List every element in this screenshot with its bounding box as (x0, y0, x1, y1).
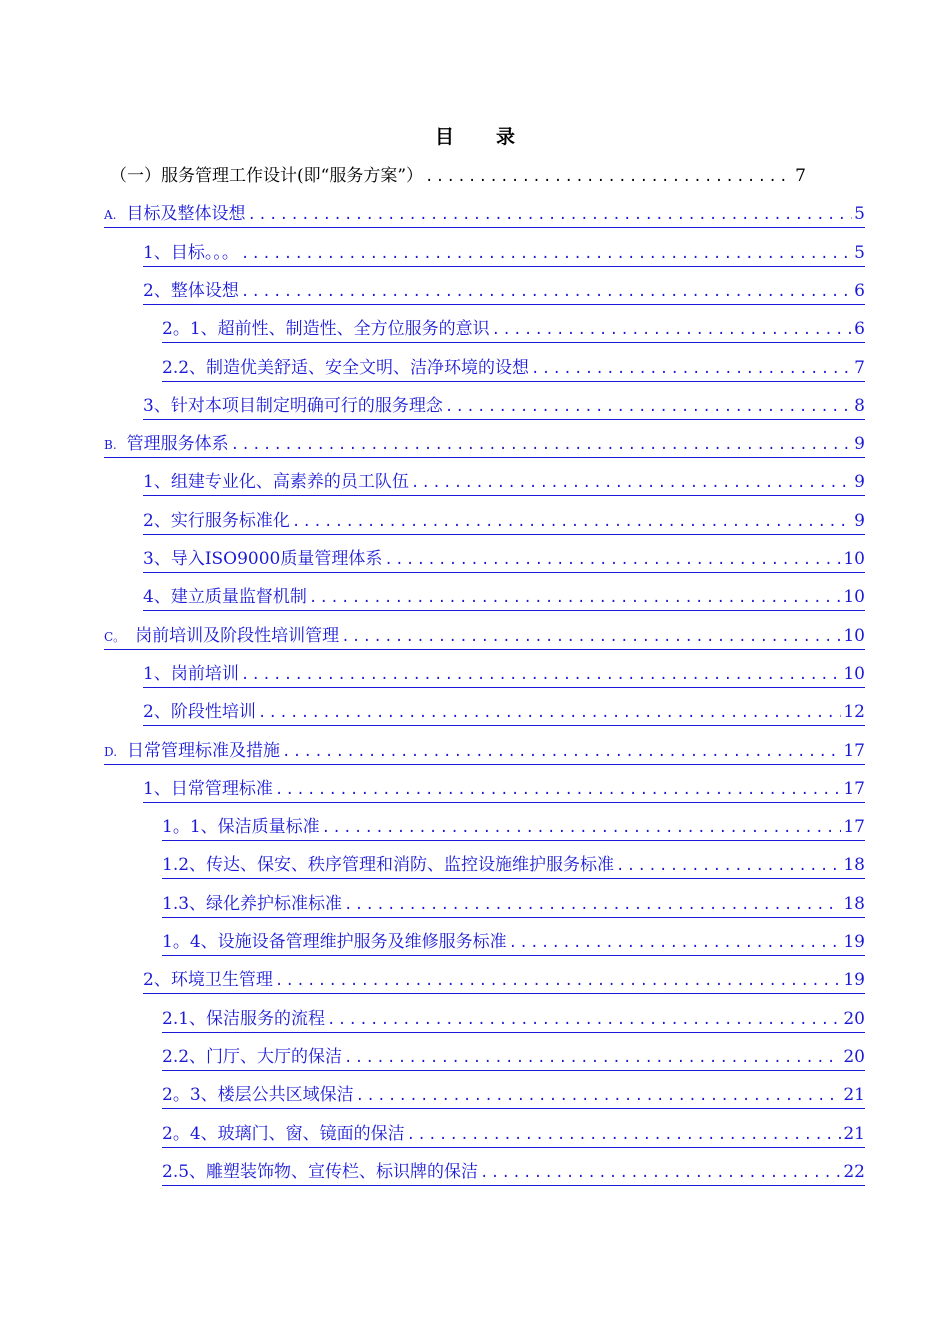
toc-entry-label (104, 738, 280, 765)
dot-leader (327, 1007, 841, 1033)
toc-entry-label (162, 1044, 342, 1070)
dot-leader (509, 930, 842, 956)
toc-entry-page-number: 21 (843, 1123, 865, 1144)
toc-entry-label (104, 201, 245, 228)
toc-title-left: 目 (434, 126, 454, 148)
toc-entry-page-number: 5 (854, 242, 865, 263)
toc-entry-link[interactable] (162, 852, 865, 879)
dot-leader (275, 968, 842, 994)
toc-entry-page-number: 8 (854, 395, 865, 416)
toc-entry-link[interactable] (104, 431, 865, 458)
toc-entry-link[interactable] (162, 1159, 865, 1186)
toc-entry-text: 2、实行服务标准化 (143, 510, 290, 531)
toc-entry-label (104, 623, 339, 650)
toc-entry-text: 3、针对本项目制定明确可行的服务理念 (143, 395, 443, 416)
dot-leader (616, 853, 841, 879)
toc-entry-prefix: C。 (104, 629, 126, 644)
toc-entry-link[interactable] (162, 929, 865, 956)
toc-entry-text: 管理服务体系 (126, 434, 229, 455)
toc-entry-prefix: D. (104, 744, 118, 759)
toc-entry-label (162, 1159, 478, 1185)
toc-entry-link[interactable] (162, 891, 865, 918)
dot-leader (384, 547, 841, 573)
dot-leader (411, 470, 852, 496)
dot-leader (231, 432, 853, 458)
toc-entry-link[interactable] (143, 546, 865, 573)
toc-entry-text: 2。3、楼层公共区域保洁 (162, 1085, 354, 1106)
toc-entry-link[interactable] (162, 1082, 865, 1109)
dot-leader (322, 815, 842, 841)
toc-entry-prefix: B. (104, 438, 117, 453)
toc-entry-page-number: 10 (843, 625, 865, 646)
toc-entry-page-number: 17 (843, 778, 865, 799)
toc-entry (110, 163, 806, 189)
toc-entry-page-number: 17 (843, 817, 865, 838)
toc-entry-link[interactable] (162, 1044, 865, 1071)
toc-entry-text: 2.1、保洁服务的流程 (162, 1008, 326, 1029)
toc-entry-label (143, 393, 443, 419)
toc-entry-text: 1、组建专业化、高素养的员工队伍 (143, 472, 409, 493)
toc-entry-text: 岗前培训及阶段性培训管理 (135, 625, 340, 646)
dot-leader (344, 892, 841, 918)
toc-entry-text: 1、日常管理标准 (143, 778, 273, 799)
toc-entry-text: 2、阶段性培训 (143, 702, 256, 723)
toc-entry-link[interactable] (162, 1006, 865, 1033)
toc-entry-link[interactable] (104, 738, 865, 765)
toc-entry-text: 2。4、玻璃门、窗、镜面的保洁 (162, 1123, 405, 1144)
toc-entry-label (162, 355, 529, 381)
toc-entry-page-number: 7 (854, 357, 865, 378)
toc-entry-label (162, 1006, 325, 1032)
toc-entry-link[interactable] (162, 316, 865, 343)
toc-entry-label (162, 852, 614, 878)
toc-entry-page-number: 17 (843, 740, 865, 761)
toc-entry-text: 2.2、门厅、大厅的保洁 (162, 1046, 343, 1067)
toc-entry-page-number: 5 (854, 204, 865, 225)
dot-leader (309, 585, 842, 611)
dot-leader (241, 279, 852, 305)
toc-entry-page-number: 18 (843, 855, 865, 876)
dot-leader (241, 241, 852, 267)
toc-entry-label (162, 1082, 354, 1108)
toc-entry-text: 1、目标。。。 (143, 242, 239, 263)
toc-entry-page-number: 6 (854, 319, 865, 340)
toc-entry-page-number: 20 (843, 1046, 865, 1067)
toc-entry-label (143, 469, 409, 495)
dot-leader (492, 317, 853, 343)
dot-leader (344, 1045, 841, 1071)
toc-entry-page-number: 19 (843, 970, 865, 991)
toc-entry-page-number: 12 (843, 702, 865, 723)
toc-title (0, 122, 950, 149)
toc-entry-link[interactable] (143, 469, 865, 496)
dot-leader (247, 202, 852, 228)
toc-entry-link[interactable] (143, 699, 865, 726)
toc-entry-text: 1.3、绿化养护标准标准 (162, 893, 343, 914)
toc-entry-page-number: 19 (843, 932, 865, 952)
toc-entry-label (162, 316, 490, 342)
toc-entry-page-number: 21 (843, 1085, 865, 1106)
toc-entry-label (143, 508, 290, 534)
toc-entry-label (143, 584, 307, 610)
toc-entry-link[interactable] (143, 240, 865, 267)
toc-entry-label (143, 967, 273, 993)
dot-leader (356, 1083, 842, 1109)
toc-entry-page-number: 7 (795, 166, 806, 186)
toc-entry-link[interactable] (143, 278, 865, 305)
toc-entry-page-number: 22 (843, 1161, 865, 1182)
toc-entry-label (143, 546, 382, 572)
dot-leader (341, 624, 841, 650)
toc-entry-link[interactable] (162, 355, 865, 382)
toc-entry-link[interactable] (143, 661, 865, 688)
dot-leader (480, 1160, 841, 1186)
toc-entry-text: 目标及整体设想 (126, 204, 246, 225)
toc-entry-label (110, 163, 423, 189)
toc-entry-text: 3、导入ISO9000质量管理体系 (143, 549, 383, 569)
toc-entry-link[interactable] (162, 1121, 865, 1148)
toc-entry-page-number: 18 (843, 893, 865, 914)
toc-entry-page-number: 10 (843, 549, 865, 569)
toc-entry-text: 1。4、设施设备管理维护服务及维修服务标准 (162, 932, 507, 952)
dot-leader (282, 739, 841, 765)
toc-entry-link[interactable] (104, 201, 865, 228)
toc-entry-link[interactable] (104, 623, 865, 650)
toc-entry-label (162, 1121, 405, 1147)
dot-leader (531, 356, 852, 382)
toc-entry-link[interactable] (143, 776, 865, 803)
toc-entry-text: 2、整体设想 (143, 280, 239, 301)
toc-entry-text: 日常管理标准及措施 (127, 740, 281, 761)
toc-entry-text: 2。1、超前性、制造性、全方位服务的意识 (162, 319, 490, 340)
toc-entry-link[interactable] (143, 584, 865, 611)
toc-entry-text: 4、建立质量监督机制 (143, 587, 307, 608)
toc-entry-label (143, 661, 239, 687)
toc-entry-label (162, 929, 507, 955)
toc-entry-prefix: A. (104, 208, 117, 223)
dot-leader (445, 394, 852, 420)
toc-entry-page-number: 9 (854, 434, 865, 455)
toc-entry-link[interactable] (143, 508, 865, 535)
toc-entry-label (143, 776, 273, 802)
toc-entry-page-number: 9 (854, 472, 865, 493)
toc-entry-link[interactable] (143, 393, 865, 420)
toc-entry-text: 2.2、制造优美舒适、安全文明、洁净环境的设想 (162, 357, 530, 378)
toc-entry-text: 1、岗前培训 (143, 663, 239, 684)
toc-entry-text: 2、环境卫生管理 (143, 970, 273, 991)
dot-leader (241, 662, 842, 688)
dot-leader (275, 777, 842, 803)
toc-entry-label (104, 431, 229, 458)
dot-leader (258, 700, 842, 726)
toc-entry-page-number: 10 (843, 663, 865, 684)
toc-entry-label (162, 814, 320, 840)
toc-title-right: 录 (496, 126, 516, 148)
toc-entry-page-number: 9 (854, 510, 865, 531)
toc-entry-label (162, 891, 342, 917)
toc-entry-text: 1.2、传达、保安、秩序管理和消防、监控设施维护服务标准 (162, 855, 615, 876)
toc-entry-label (143, 240, 239, 266)
toc-entry-page-number: 10 (843, 587, 865, 608)
toc-entry-link[interactable] (143, 967, 865, 994)
toc-entry-page-number: 20 (843, 1008, 865, 1029)
dot-leader (407, 1122, 842, 1148)
toc-entry-link[interactable] (162, 814, 865, 841)
toc-entry-text: （一）服务管理工作设计(即“服务方案”） (110, 166, 424, 186)
dot-leader (292, 509, 852, 535)
toc-entry-label (143, 278, 239, 304)
dot-leader (425, 164, 793, 190)
toc-entry-label (143, 699, 256, 725)
toc-entry-text: 1。1、保洁质量标准 (162, 817, 320, 838)
toc-entry-text: 2.5、雕塑装饰物、宣传栏、标识牌的保洁 (162, 1161, 479, 1182)
toc-entry-page-number: 6 (854, 280, 865, 301)
